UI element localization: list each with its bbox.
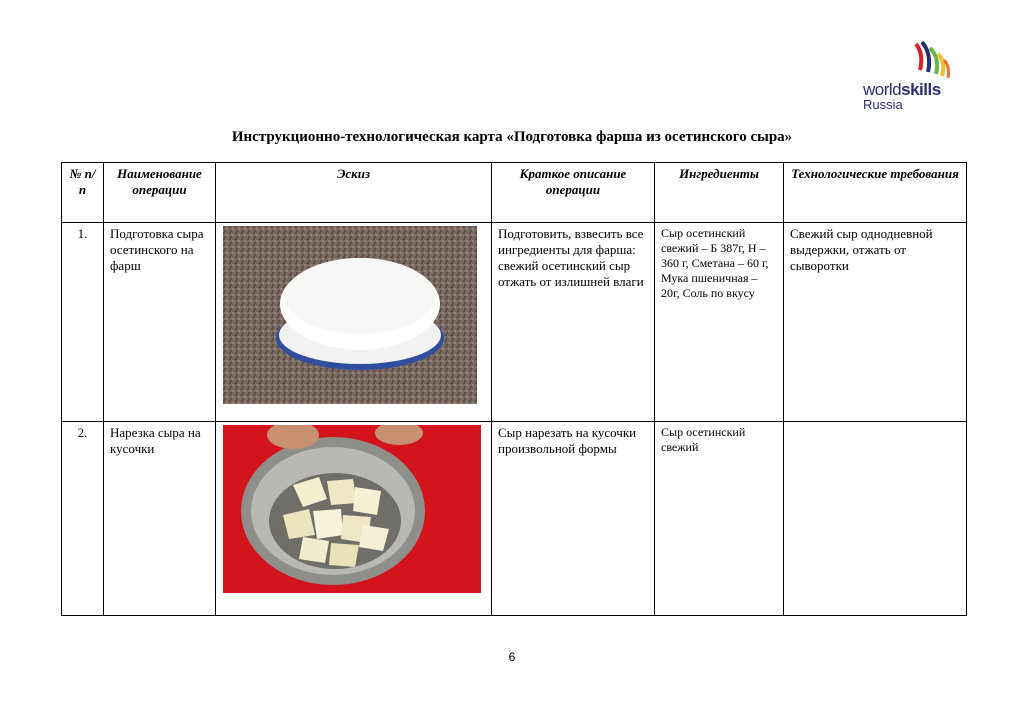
row-description: Сыр нарезать на кусочки произвольной формы [492,422,655,616]
header-requirements: Технологические требования [784,163,967,223]
logo-word-world: world [863,80,902,99]
worldskills-logo [858,40,958,112]
table-row [62,223,967,422]
header-description: Краткое описание операции [492,163,655,223]
row-requirements: Свежий сыр однодневной выдержки, отжать от сыворотки [784,223,967,422]
cheese-on-plate-photo [223,226,477,404]
row-description: Подготовить, взвесить все ингредиенты для фарша: свежий осетинский сыр отжать от излишней влаги [492,223,655,422]
row-ingredients: Сыр осетинский свежий [655,422,784,616]
row-ingredients: Сыр осетинский свежий – Б 387г, Н – 360 г, Сметана – 60 г, Мука пшеничная – 20г, Соль по вкусу [655,223,784,422]
document-title: Инструкционно-технологическая карта «Подготовка фарша из осетинского сыра» [231,129,793,145]
header-ingredients: Ингредиенты [655,163,784,223]
table-header-row [62,163,967,223]
header-num: № п/п [62,163,104,223]
row-operation: Нарезка сыра на кусочки [104,422,216,616]
header-operation: Наименование операции [104,163,216,223]
logo-word-russia: Russia [863,97,903,112]
page-number: 6 [508,650,516,664]
row-requirements [784,422,967,616]
row-num: 1. [62,223,104,422]
row-operation: Подготовка сыра осетинского на фарш [104,223,216,422]
row-sketch [216,422,492,616]
tech-card-table [61,162,967,616]
row-sketch [216,223,492,422]
cheese-in-bowl-photo [223,425,481,593]
header-sketch: Эскиз [216,163,492,223]
row-num: 2. [62,422,104,616]
logo-ribbon-icon [910,40,954,80]
table-row [62,422,967,616]
logo-word-skills: skills [901,80,941,99]
